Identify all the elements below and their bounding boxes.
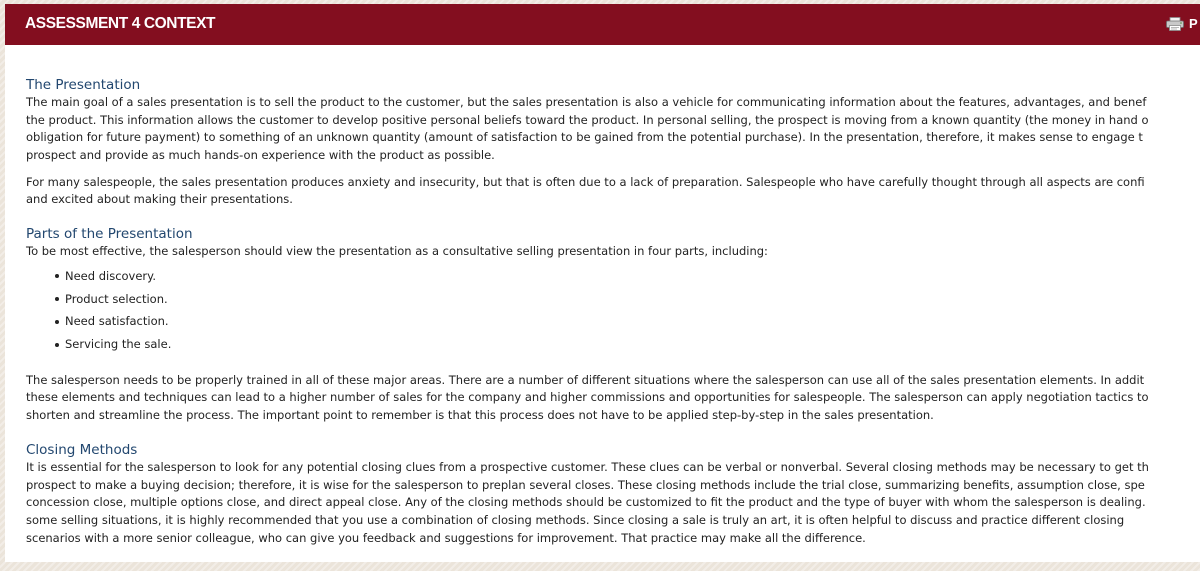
paragraph-line: The main goal of a sales presentation is to sell the product to the customer, but the sales presentation is also a vehicle for communicating information about the features, advantages, and benef — [26, 95, 1147, 109]
print-button[interactable] — [1166, 16, 1198, 32]
section-heading-presentation: The Presentation — [26, 77, 141, 93]
list-item: Product selection. — [26, 288, 1200, 311]
page-title: ASSESSMENT 4 CONTEXT — [25, 15, 216, 32]
paragraph-line: For many salespeople, the sales presentation produces anxiety and insecurity, but that is often due to a lack of preparation. Salespeople who have carefully thought through all aspects are confi — [26, 174, 1145, 189]
paragraph-line: the product. This information allows the customer to develop positive personal beliefs toward the product. In personal selling, the prospect is moving from a known quantity (the money in hand o — [26, 112, 1149, 127]
parts-list — [26, 265, 1200, 356]
paragraph — [26, 94, 1200, 164]
intro-paragraph — [26, 243, 1200, 261]
paragraph-line: obligation for future payment) to something of an unknown quantity (amount of satisfaction to be gained from the potential purchase). In the presentation, therefore, it makes sense to engage t — [26, 130, 1143, 145]
print-label: P — [1189, 16, 1198, 31]
paragraph-line: The salesperson needs to be properly trained in all of these major areas. There are a number of different situations where the salesperson can use all of the sales presentation elements. In addit — [26, 372, 1145, 387]
paragraph-line: shorten and streamline the process. The important point to remember is that this process does not have to be applied step-by-step in the sales presentation. — [26, 408, 934, 423]
list-item: Need satisfaction. — [26, 310, 1200, 333]
section-heading-closing: Closing Methods — [26, 442, 138, 459]
printer-icon — [1166, 17, 1184, 31]
paragraph-line: scenarios with a more senior colleague, who can give you feedback and suggestions for improvement. That practice may make all the difference. — [26, 530, 866, 545]
paragraph — [26, 372, 1200, 425]
paragraph-line: To be most effective, the salesperson should view the presentation as a consultative selling presentation in four parts, including: — [26, 243, 768, 258]
list-item: Servicing the sale. — [26, 333, 1200, 356]
paragraph — [26, 459, 1200, 547]
paragraph — [26, 174, 1200, 209]
section-heading-parts: Parts of the Presentation — [26, 225, 193, 242]
paragraph-line: It is essential for the salesperson to look for any potential closing clues from a prospective customer. These clues can be verbal or nonverbal. Several closing methods may be necessary to get th — [26, 460, 1149, 475]
header-bar — [5, 4, 1200, 45]
list-item: Need discovery. — [26, 265, 1200, 288]
paragraph-line: some selling situations, it is highly recommended that you use a combination of closing methods. Since closing a sale is truly an art, it is often helpful to discuss and practice different closing — [26, 512, 1125, 527]
paragraph-line: prospect to make a buying decision; therefore, it is wise for the salesperson to preplan several closes. These closing methods include the trial close, summarizing benefits, assumption close, spe — [26, 477, 1145, 492]
content-panel — [5, 4, 1200, 562]
article-content — [26, 45, 1200, 547]
paragraph-line: prospect and provide as much hands-on experience with the product as possible. — [26, 147, 495, 162]
paragraph-line: concession close, multiple options close, and direct appeal close. Any of the closing methods should be customized to fit the product and the type of buyer with whom the salesperson is dealing. — [26, 495, 1146, 510]
paragraph-line: and excited about making their presentations. — [26, 192, 293, 207]
paragraph-line: these elements and techniques can lead to a higher number of sales for the company and higher commissions and opportunities for salespeople. The salesperson can apply negotiation tactics to — [26, 390, 1149, 405]
